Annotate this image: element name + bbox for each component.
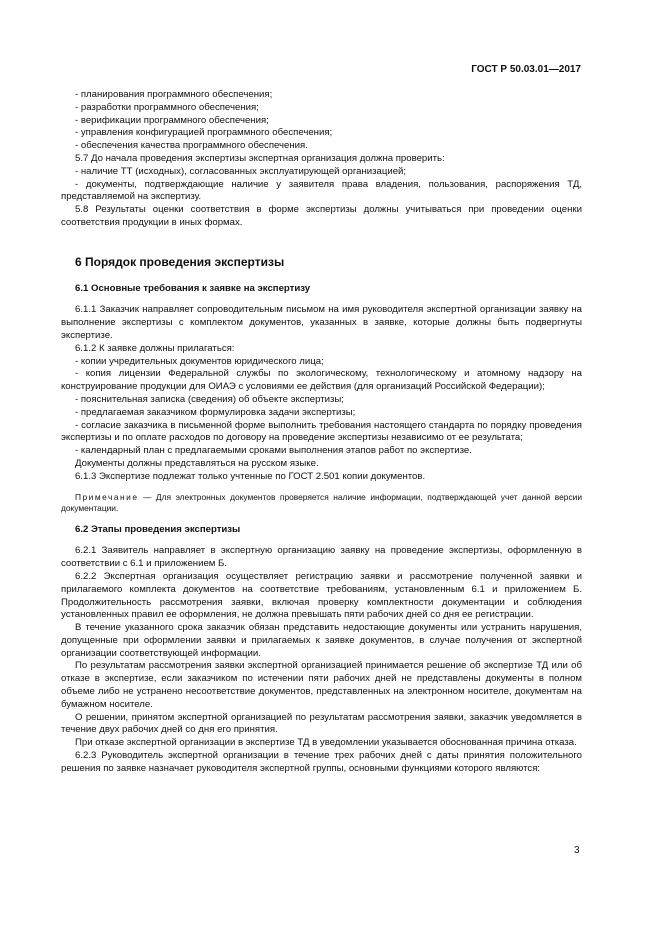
paragraph: В течение указанного срока заказчик обязан представить недостающие документы или устранить нарушения, допущенные при оформлении заявки и прилагаемых к заявке документов, в случае получения от экспертной организации соответствующей информации. [61, 622, 582, 659]
paragraph: 6.1.2 К заявке должны прилагаться: [75, 342, 235, 354]
subsection-heading: 6.1 Основные требования к заявке на экспертизу [75, 282, 311, 294]
paragraph: 6.2.1 Заявитель направляет в экспертную организацию заявку на проведение экспертизы, оформленную в соответствии с 6.1 и приложением Б. [61, 545, 582, 570]
note-text: — Для электронных документов проверяется наличие информации, подтверждающей учет данной версии документации. [61, 491, 582, 514]
paragraph: 6.1.3 Экспертизе подлежат только учтенные по ГОСТ 2.501 копии документов. [75, 470, 426, 482]
paragraph: 5.7 До начала проведения экспертизы экспертная организация должна проверить: [75, 152, 445, 164]
paragraph: О решении, принятом экспертной организацией по результатам рассмотрения заявки, заказчик уведомляется в течение двух рабочих дней со дня его принятия. [61, 711, 582, 736]
paragraph: При отказе экспертной организации в экспертизе ТД в уведомлении указывается обоснованная причина отказа. [75, 737, 577, 749]
list-item: - обеспечения качества программного обеспечения. [75, 140, 308, 152]
note [61, 492, 582, 515]
list-item: - согласие заказчика в письменной форме выполнить требования настоящего стандарта по порядку проведения экспертизы и по оплате расходов по договору на проведение экспертизы независимо от ее результата; [61, 419, 582, 444]
paragraph: По результатам рассмотрения заявки экспертной организацией принимается решение об экспертизе ТД или об отказе в экспертизе, если заказчиком по истечении пяти рабочих дней не представлены документы в полном объеме либо не устранено несоответствие документов, представленных на электронном носителе, документам на бумажном носителе. [61, 660, 582, 710]
list-item: - документы, подтверждающие наличие у заявителя права владения, пользования, распоряжения ТД, представляемой на экспертизу. [61, 178, 582, 203]
subsection-heading: 6.2 Этапы проведения экспертизы [75, 523, 241, 535]
list-item: - пояснительная записка (сведения) об объекте экспертизы; [75, 393, 344, 405]
list-item: - копия лицензии Федеральной службы по экологическому, технологическому и атомному надзору на конструирование продукции для ОИАЭ с условиями ее действия (для организаций Российской Федерации); [61, 368, 582, 393]
paragraph: 6.2.3 Руководитель экспертной организации в течение трех рабочих дней с даты принятия положительного решения по заявке назначает руководителя экспертной группы, основными функциями которого являются: [61, 750, 582, 774]
paragraph: 6.2.2 Экспертная организация осуществляет регистрацию заявки и рассмотрение полученной заявки и прилагаемого комплекта документов на соответствие требованиям, установленным 6.1 и приложением Б. Продолжительность рассмотрения заявки, включая проверку комплектности документации и соблюдения установленных правил ее оформления, не должна превышать пяти рабочих дней со дня ее регистрации. [61, 570, 582, 621]
list-item: - предлагаемая заказчиком формулировка задачи экспертизы; [75, 406, 356, 418]
paragraph: 5.8 Результаты оценки соответствия в форме экспертизы должны учитываться при проведении оценки соответствия продукции в иных формах. [61, 204, 582, 228]
list-item: - управления конфигурацией программного обеспечения; [75, 127, 333, 139]
document-header: ГОСТ Р 50.03.01—2017 [471, 64, 581, 75]
paragraph: Документы должны представляться на русском языке. [75, 457, 319, 469]
list-item: - разработки программного обеспечения; [75, 101, 259, 113]
document-body [61, 89, 582, 776]
section-heading: 6 Порядок проведения экспертизы [75, 254, 285, 269]
list-item: - календарный план с предлагаемыми сроками выполнения этапов работ по экспертизе. [75, 445, 472, 457]
page-number: 3 [574, 845, 580, 856]
paragraph: 6.1.1 Заказчик направляет сопроводительным письмом на имя руководителя экспертной организации заявку на выполнение экспертизы с комплектом документов, указанных в заявке, которые должны быть подвергнуты экспертизе. [61, 304, 582, 341]
list-item: - копии учредительных документов юридического лица; [75, 355, 324, 367]
list-item: - планирования программного обеспечения; [75, 89, 273, 100]
note-label: Примечание [75, 491, 139, 502]
list-item: - наличие ТТ (исходных), согласованных эксплуатирующей организацией; [75, 165, 407, 177]
list-item: - верификации программного обеспечения; [75, 114, 269, 126]
